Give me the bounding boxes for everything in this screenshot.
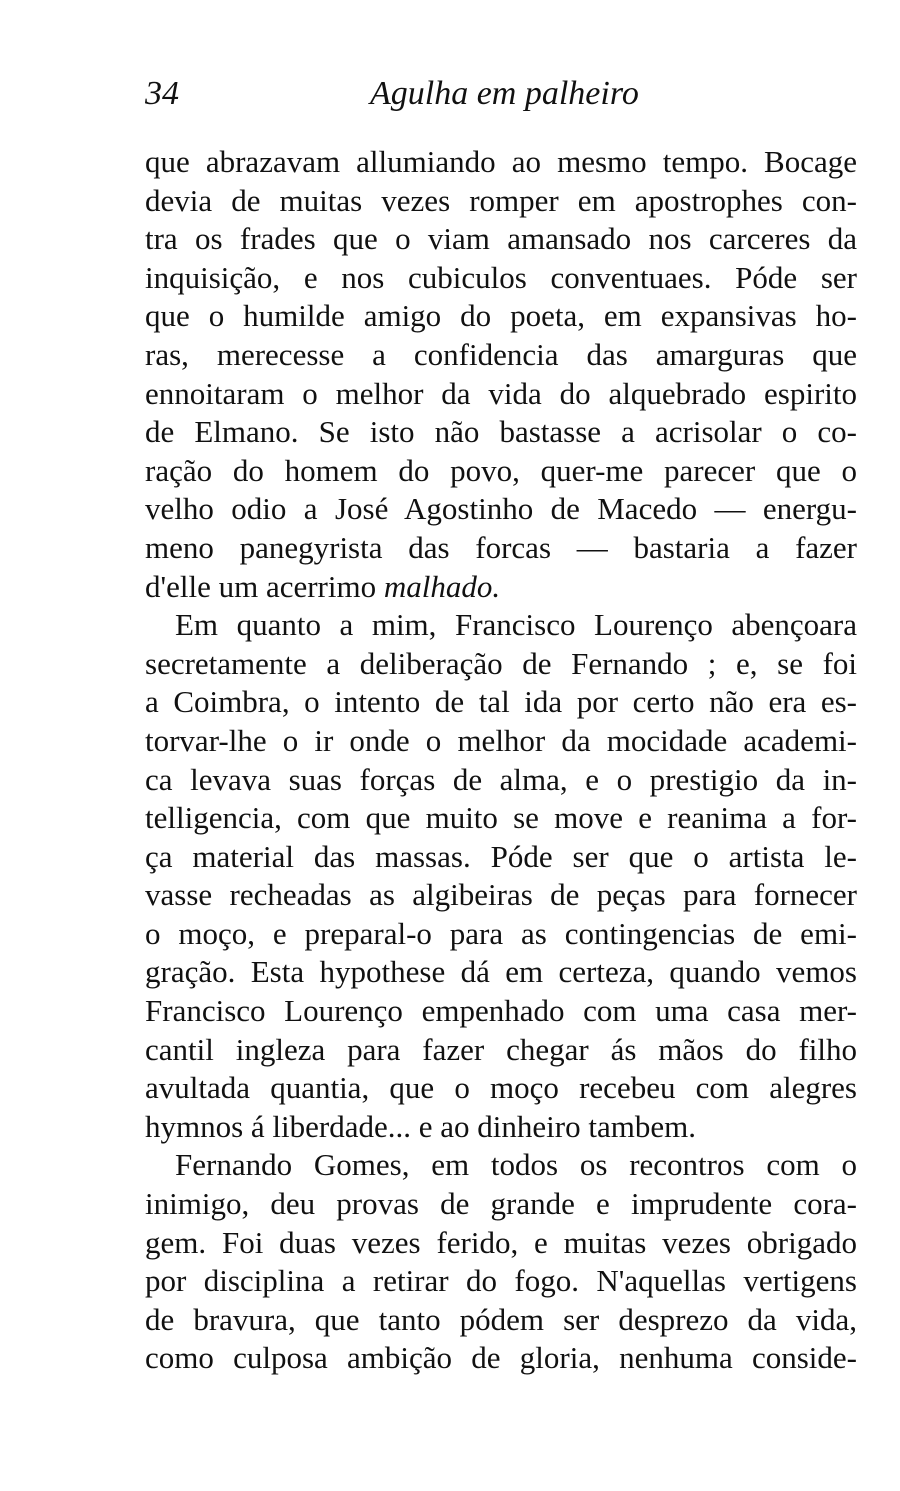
text-line: cantil ingleza para fazer chegar ás mãos do filho	[145, 1031, 857, 1067]
text-line: que o humilde amigo do poeta, em expansivas ho-	[145, 298, 857, 334]
text-line: ração do homem do povo, quer-me parecer que o	[145, 452, 857, 488]
text-line: que abrazavam allumiando ao mesmo tempo. Bocage	[145, 144, 857, 179]
text-line: o moço, e preparal-o para as contingencias de emi-	[145, 915, 857, 951]
text-line: velho odio a José Agostinho de Macedo — energu-	[145, 491, 857, 527]
text-line: devia de muitas vezes romper em apostrophes con-	[145, 182, 857, 218]
text-line: torvar-lhe o ir onde o melhor da mocidade academi-	[145, 722, 857, 758]
text-line	[145, 568, 857, 607]
text-line: tra os frades que o viam amansado nos carceres da	[145, 221, 857, 257]
text-line: ca levava suas forças de alma, e o prestigio da in-	[145, 761, 857, 797]
body-text	[145, 143, 857, 1378]
text-line: gem. Foi duas vezes ferido, e muitas vezes obrigado	[145, 1224, 857, 1260]
text-line: inquisição, e nos cubiculos conventuaes. Póde ser	[145, 259, 857, 295]
running-head	[145, 72, 865, 116]
text-line: Em quanto a mim, Francisco Lourenço abençoara	[175, 607, 857, 643]
text-line: Francisco Lourenço empenhado com uma casa mer-	[145, 993, 857, 1029]
text-line: secretamente a deliberação de Fernando ; e, se foi	[145, 645, 857, 681]
text-line: telligencia, com que muito se move e reanima a for-	[145, 800, 857, 836]
text-line: de bravura, que tanto pódem ser desprezo da vida,	[145, 1301, 857, 1337]
text-line: Fernando Gomes, em todos os recontros com o	[175, 1147, 857, 1183]
text-line: ras, merecesse a confidencia das amarguras que	[145, 336, 857, 372]
text-line: ça material das massas. Póde ser que o artista le-	[145, 838, 857, 874]
text-line: meno panegyrista das forcas — bastaria a fazer	[145, 529, 857, 565]
emphasized-word: malhado.	[383, 568, 501, 604]
text-line: ennoitaram o melhor da vida do alquebrado espirito	[145, 375, 857, 411]
text-line: gração. Esta hypothese dá em certeza, quando vemos	[145, 954, 857, 990]
text-line: por disciplina a retirar do fogo. N'aquellas vertigens	[145, 1263, 857, 1299]
text-line: a Coimbra, o intento de tal ida por certo não era es-	[145, 684, 857, 720]
text-line: hymnos á liberdade... e ao dinheiro tambem.	[145, 1108, 696, 1144]
text-line: de Elmano. Se isto não bastasse a acrisolar o co-	[145, 414, 857, 450]
text-line: inimigo, deu provas de grande e imprudente cora-	[145, 1186, 857, 1222]
text-line-start: d'elle um acerrimo	[145, 568, 384, 604]
text-line: vasse recheadas as algibeiras de peças para fornecer	[145, 877, 857, 913]
page-number: 34	[145, 75, 179, 112]
text-line: avultada quantia, que o moço recebeu com alegres	[145, 1070, 857, 1106]
text-line: como culposa ambição de gloria, nenhuma conside-	[145, 1340, 857, 1376]
running-title: Agulha em palheiro	[370, 75, 639, 112]
